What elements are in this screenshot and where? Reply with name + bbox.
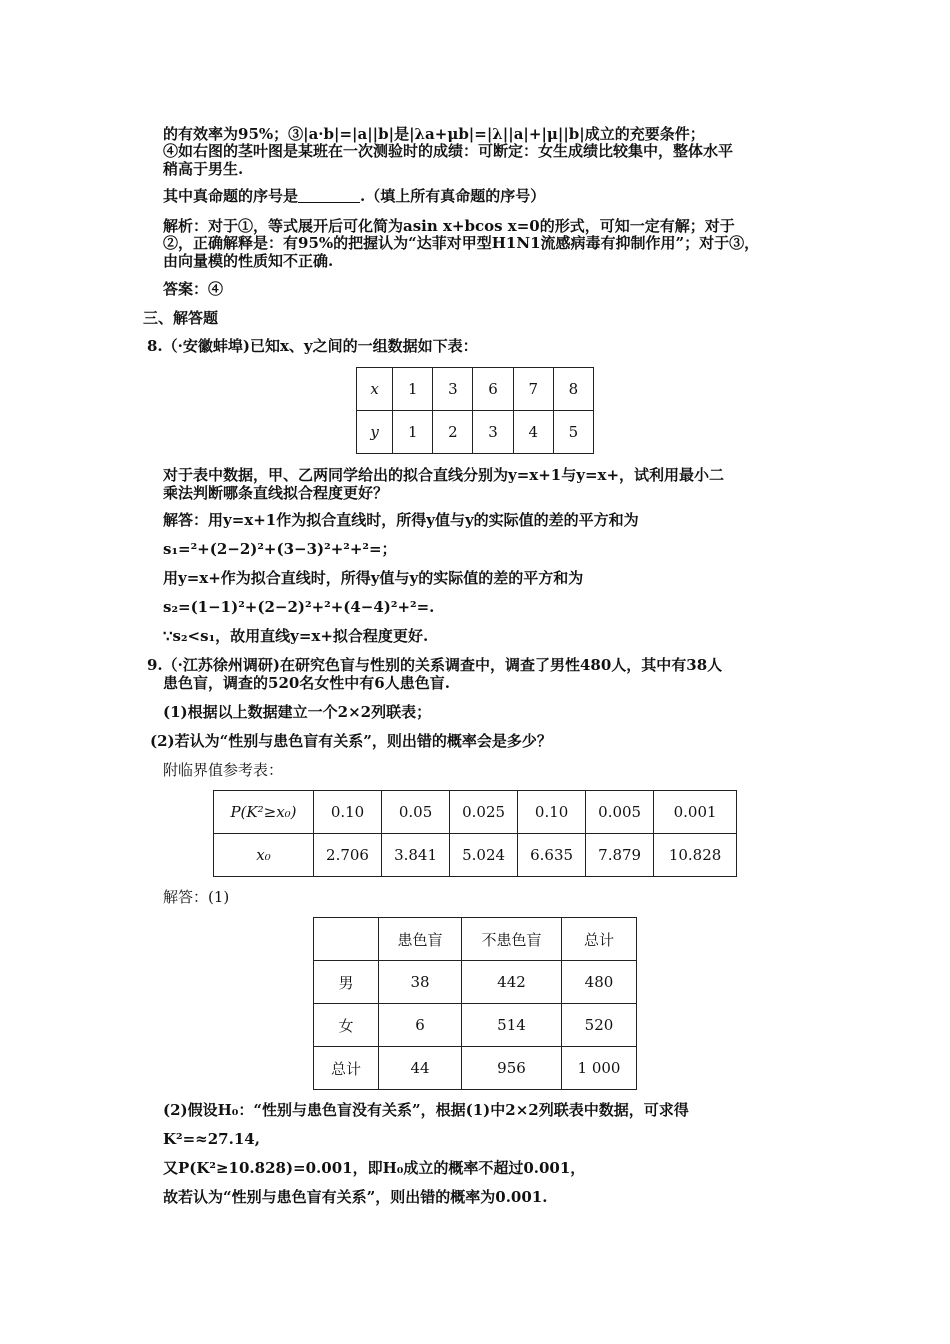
table-cell: 38 xyxy=(379,961,462,1004)
q9-title-2: 患色盲，调查的520名女性中有6人患色盲. xyxy=(163,674,450,692)
table-row xyxy=(357,411,594,454)
intro-line-2: ④如右图的茎叶图是某班在一次测验时的成绩：可断定：女生成绩比较集中，整体水平 xyxy=(163,142,734,160)
table-cell: y xyxy=(357,411,393,454)
section-heading: 三、解答题 xyxy=(143,309,219,327)
q8-solution-1: 解答：用y=x+1作为拟合直线时，所得y值与y的实际值的差的平方和为 xyxy=(163,511,639,529)
question-line xyxy=(163,187,545,205)
table-cell: 3 xyxy=(473,411,513,454)
answer-line: 答案：④ xyxy=(163,280,224,298)
analysis-line-3: 由向量模的性质知不正确. xyxy=(163,252,334,270)
table-cell: 5.024 xyxy=(450,834,518,877)
table-cell: x₀ xyxy=(214,834,314,877)
q8-text-1: 对于表中数据，甲、乙两同学给出的拟合直线分别为y=x+1与y=x+，试利用最小二 xyxy=(163,466,725,484)
table-row xyxy=(314,1047,637,1090)
q8-data-table xyxy=(356,367,594,454)
table-cell: 患色盲 xyxy=(379,918,462,961)
table-cell: 4 xyxy=(513,411,553,454)
table-cell: 1 xyxy=(393,411,433,454)
table-cell: 总计 xyxy=(314,1047,379,1090)
analysis-line-1: 解析：对于①，等式展开后可化简为asin x+bcos x=0的形式，可知一定有解；对于 xyxy=(163,217,735,235)
q8-solution-5: ∵s₂<s₁，故用直线y=x+拟合程度更好. xyxy=(163,627,429,645)
critical-value-table xyxy=(213,790,737,877)
table-cell: 44 xyxy=(379,1047,462,1090)
q9-solution-2-line-1: (2)假设H₀：“性别与患色盲没有关系”，根据(1)中2×2列联表中数据，可求得 xyxy=(163,1101,689,1119)
table-row xyxy=(214,834,737,877)
table-cell: 520 xyxy=(562,1004,637,1047)
q8-text-2: 乘法判断哪条直线拟合程度更好？ xyxy=(163,484,389,502)
table-cell: 2.706 xyxy=(314,834,382,877)
q8-solution-3: 用y=x+作为拟合直线时，所得y值与y的实际值的差的平方和为 xyxy=(163,569,584,587)
table-cell: 3 xyxy=(433,368,473,411)
table-cell: 6.635 xyxy=(518,834,586,877)
q8-title: 8.（·安徽蚌埠)已知x、y之间的一组数据如下表： xyxy=(147,337,478,355)
table-cell: 1 xyxy=(393,368,433,411)
q9-solution-2-line-2: K²=≈27.14, xyxy=(163,1130,260,1148)
table-row xyxy=(214,791,737,834)
q9-title-1: 9.（·江苏徐州调研)在研究色盲与性别的关系调查中，调查了男性480人，其中有38人 xyxy=(147,656,723,674)
table-cell: 0.001 xyxy=(654,791,737,834)
table-row xyxy=(357,368,594,411)
table-cell: 不患色盲 xyxy=(462,918,562,961)
table-row xyxy=(314,918,637,961)
table-cell: 6 xyxy=(473,368,513,411)
table-cell: 5 xyxy=(553,411,593,454)
analysis-line-2: ②，正确解释是：有95%的把握认为“达菲对甲型H1N1流感病毒有抑制作用”；对于③， xyxy=(163,234,760,252)
table-cell: 0.05 xyxy=(382,791,450,834)
table-cell: 480 xyxy=(562,961,637,1004)
table-cell: 男 xyxy=(314,961,379,1004)
q9-solution-2-line-3: 又P(K²≥10.828)=0.001，即H₀成立的概率不超过0.001， xyxy=(163,1159,586,1177)
table-cell: 3.841 xyxy=(382,834,450,877)
table-cell: 8 xyxy=(553,368,593,411)
table-cell: 956 xyxy=(462,1047,562,1090)
table-cell: 7 xyxy=(513,368,553,411)
q9-part-1: (1)根据以上数据建立一个2×2列联表； xyxy=(163,703,432,721)
table-cell: 6 xyxy=(379,1004,462,1047)
intro-line-1: 的有效率为95%；③|a·b|=|a||b|是|λa+μb|=|λ||a|+|μ||b|成立的充要条件； xyxy=(163,125,705,143)
table-cell: 女 xyxy=(314,1004,379,1047)
table-cell: 7.879 xyxy=(586,834,654,877)
q8-solution-2: s₁=²+(2−2)²+(3−3)²+²+²=； xyxy=(163,540,397,558)
table-cell: 10.828 xyxy=(654,834,737,877)
question-suffix: .（填上所有真命题的序号） xyxy=(360,187,546,205)
intro-line-3: 稍高于男生. xyxy=(163,160,244,178)
q9-solution-2-line-4: 故若认为“性别与患色盲有关系”，则出错的概率为0.001. xyxy=(163,1188,548,1206)
contingency-table xyxy=(313,917,637,1090)
table-cell: 0.025 xyxy=(450,791,518,834)
question-prefix: 其中真命题的序号是 xyxy=(163,187,299,205)
table-cell: 0.10 xyxy=(314,791,382,834)
table-cell: 2 xyxy=(433,411,473,454)
q8-solution-4: s₂=(1−1)²+(2−2)²+²+(4−4)²+²=. xyxy=(163,598,435,616)
table-cell: x xyxy=(357,368,393,411)
answer-blank xyxy=(298,188,360,203)
table-row xyxy=(314,1004,637,1047)
q9-part-2: (2)若认为“性别与患色盲有关系”，则出错的概率会是多少？ xyxy=(150,732,552,750)
q9-solution-label: 解答：(1) xyxy=(163,888,230,906)
table-cell: 514 xyxy=(462,1004,562,1047)
table-cell xyxy=(314,918,379,961)
q9-reference-label: 附临界值参考表： xyxy=(163,761,284,779)
table-cell: 442 xyxy=(462,961,562,1004)
table-row xyxy=(314,961,637,1004)
table-cell: 0.005 xyxy=(586,791,654,834)
table-cell: 0.10 xyxy=(518,791,586,834)
table-cell: 总计 xyxy=(562,918,637,961)
table-cell: P(K²≥x₀) xyxy=(214,791,314,834)
table-cell: 1 000 xyxy=(562,1047,637,1090)
